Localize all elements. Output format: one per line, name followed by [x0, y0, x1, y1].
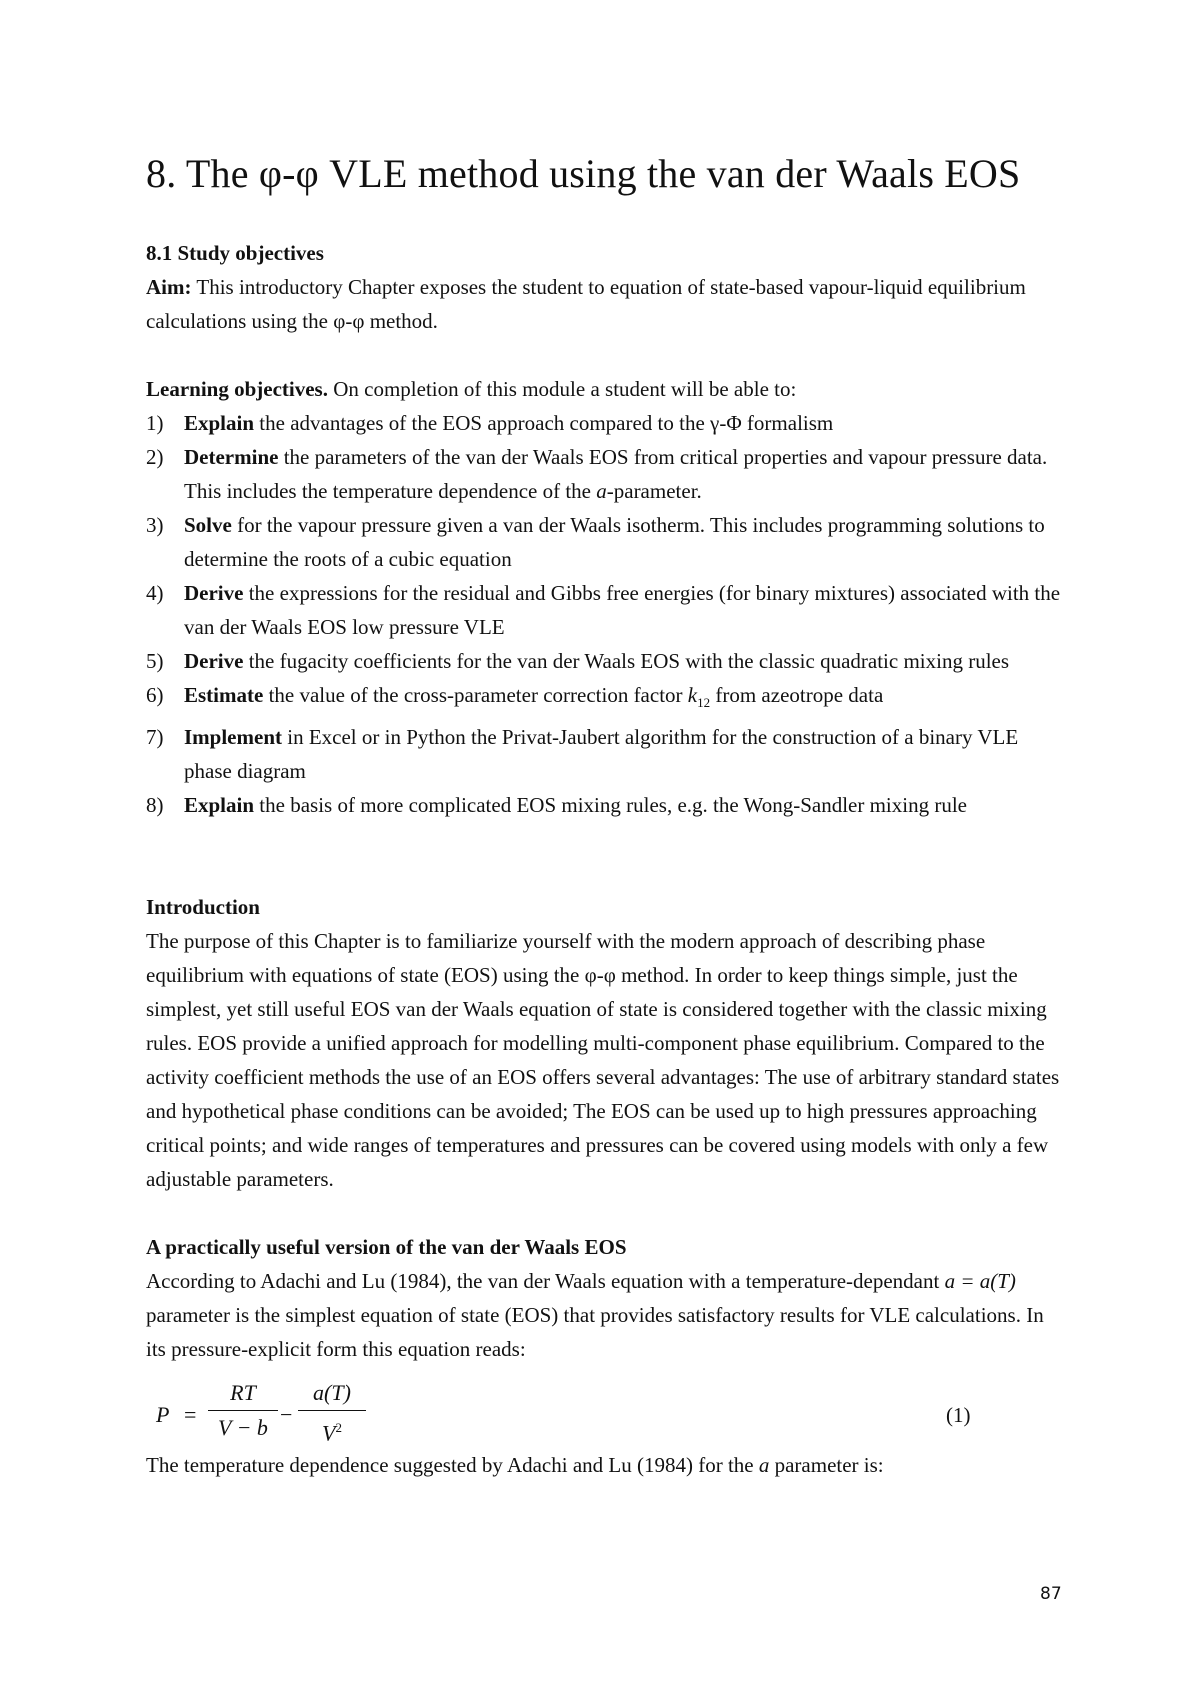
item-text: the expressions for the residual and Gibbs free energies (for binary mixtures) associated with the van der Waals EOS low pressure VLE [184, 581, 1061, 639]
vdw-paragraph-end: parameter is the simplest equation of state (EOS) that provides satisfactory results for VLE calculations. In its pressure-explicit form this equation reads: [146, 1303, 1044, 1362]
item-text-tail: from azeotrope data [710, 683, 884, 707]
aim-paragraph [146, 270, 1066, 338]
list-item [146, 440, 1066, 508]
fraction-1-denominator: V − b [208, 1410, 278, 1445]
item-number: 7) [146, 725, 164, 750]
item-math: k [687, 683, 698, 707]
study-objectives-heading: 8.1 Study objectives [146, 241, 324, 265]
introduction-heading: Introduction [146, 895, 260, 920]
learning-objectives-text: On completion of this module a student will be able to: [327, 377, 797, 401]
item-number: 1) [146, 411, 164, 435]
aim-label: Aim: [146, 275, 192, 299]
item-verb: Derive [184, 581, 244, 605]
equation-fraction-2 [298, 1376, 366, 1450]
equation-minus: − [280, 1402, 293, 1428]
item-number: 5) [146, 649, 164, 673]
temp-dependence-start: The temperature dependence suggested by Adachi and Lu (1984) for the [146, 1453, 759, 1478]
temp-dependence-end: parameter is: [769, 1453, 884, 1478]
item-verb: Solve [184, 513, 232, 537]
item-verb: Determine [184, 445, 279, 469]
list-item [146, 576, 1066, 644]
item-verb: Derive [184, 649, 244, 673]
item-math: a [596, 479, 607, 503]
learning-objectives-label: Learning objectives. [146, 377, 328, 401]
item-text: the value of the cross-parameter correction factor [263, 683, 688, 707]
equation-1 [146, 1368, 1066, 1448]
item-text: the advantages of the EOS approach compared to the γ-Φ formalism [254, 411, 834, 435]
item-verb: Estimate [184, 683, 264, 707]
fraction-2-denominator-exponent: 2 [335, 1420, 342, 1436]
item-math-subscript: 12 [697, 695, 711, 711]
equation-equals: = [184, 1402, 197, 1428]
fraction-2-denominator [298, 1410, 366, 1450]
fraction-2-denominator-base: V [322, 1420, 336, 1446]
temp-dependence-math: a [758, 1453, 770, 1478]
learning-objectives-intro [146, 372, 1066, 406]
item-text: in Excel or in Python the Privat-Jaubert algorithm for the construction of a binary VLE phase diagram [184, 725, 1019, 784]
item-text: the fugacity coefficients for the van der Waals EOS with the classic quadratic mixing rules [243, 649, 1010, 673]
equation-fraction-1 [208, 1376, 278, 1445]
item-text-tail: -parameter. [606, 479, 702, 503]
item-number: 3) [146, 513, 164, 537]
page-content [146, 236, 1066, 1482]
item-number: 6) [146, 683, 164, 707]
item-number: 4) [146, 581, 164, 605]
fraction-2-numerator: a(T) [313, 1380, 351, 1406]
item-verb: Explain [184, 411, 255, 435]
item-text: for the vapour pressure given a van der Waals isotherm. This includes programming solutions to determine the roots of a cubic equation [184, 513, 1045, 571]
vdw-paragraph-start: According to Adachi and Lu (1984), the van der Waals equation with a temperature-dependant [146, 1269, 945, 1294]
item-number: 8) [146, 793, 164, 818]
fraction-1-numerator: RT [230, 1380, 256, 1406]
list-item [146, 720, 1066, 788]
chapter-title: 8. The φ-φ VLE method using the van der Waals EOS [146, 151, 1021, 196]
vdw-section-heading: A practically useful version of the van der Waals EOS [146, 1235, 627, 1260]
list-item [146, 788, 1066, 822]
objectives-list [146, 406, 1066, 822]
list-item [146, 678, 1066, 720]
temperature-dependence-paragraph [146, 1448, 1066, 1482]
equation-number: (1) [946, 1403, 971, 1428]
vdw-paragraph [146, 1264, 1066, 1366]
item-text: the basis of more complicated EOS mixing rules, e.g. the Wong-Sandler mixing rule [254, 793, 967, 818]
item-verb: Implement [184, 725, 282, 750]
list-item [146, 508, 1066, 576]
list-item [146, 406, 1066, 440]
vdw-paragraph-math: a = a(T) [944, 1269, 1016, 1294]
page-number: 87 [1040, 1584, 1062, 1604]
introduction-body: The purpose of this Chapter is to familiarize yourself with the modern approach of describing phase equilibrium with equations of state (EOS) using the φ-φ method. In order to keep things simple, just the simplest, yet still useful EOS van der Waals equation of state is considered together with the classic mixing rules. EOS provide a unified approach for modelling multi-component phase equilibrium. Compared to the activity coefficient methods the use of an EOS offers several advantages: The use of arbitrary standard states and hypothetical phase conditions can be avoided; The EOS can be used up to high pressures approaching critical points; and wide ranges of temperatures and pressures can be covered using models with only a few adjustable parameters. [146, 929, 1060, 1192]
item-text: the parameters of the van der Waals EOS from critical properties and vapour pressure data. This includes the temperature dependence of the [184, 445, 1048, 503]
item-verb: Explain [184, 793, 255, 818]
item-number: 2) [146, 445, 164, 469]
equation-lhs: P [156, 1402, 170, 1428]
aim-text: This introductory Chapter exposes the student to equation of state-based vapour-liquid equilibrium calculations using the φ-φ method. [146, 275, 1026, 333]
list-item [146, 644, 1066, 678]
